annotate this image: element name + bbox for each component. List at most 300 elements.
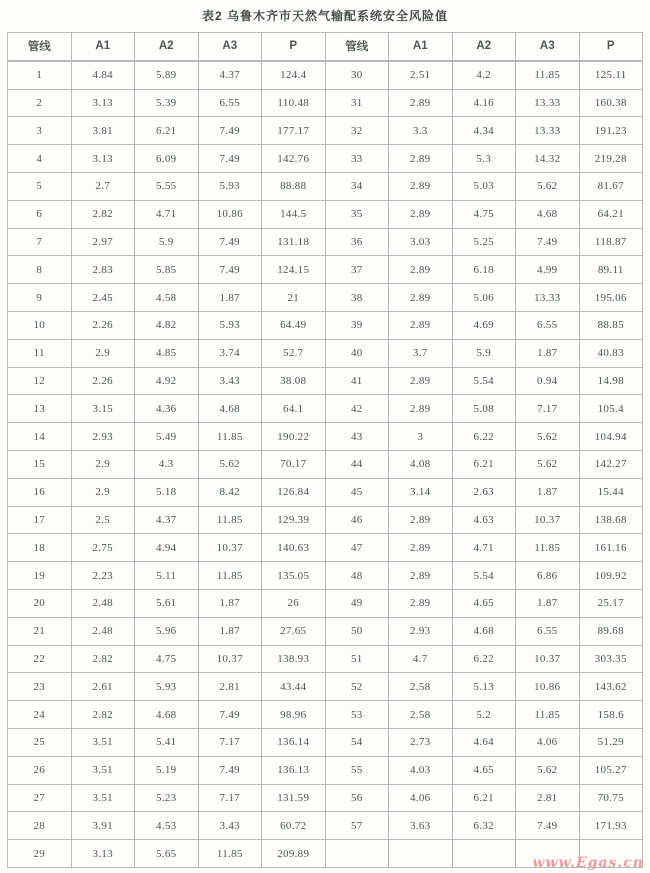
table-cell: 89.11 bbox=[579, 256, 643, 284]
table-cell: 158.6 bbox=[579, 701, 643, 729]
table-cell: 2.5 bbox=[71, 506, 135, 534]
table-cell: 5.62 bbox=[516, 756, 580, 784]
table-cell: 6.86 bbox=[516, 562, 580, 590]
risk-table bbox=[7, 32, 643, 868]
table-cell: 4.68 bbox=[452, 617, 516, 645]
table-cell: 4.82 bbox=[135, 311, 199, 339]
table-cell: 3.13 bbox=[71, 840, 135, 868]
table-cell: 125.11 bbox=[579, 61, 643, 89]
table-cell: 44 bbox=[325, 450, 389, 478]
table-row bbox=[8, 506, 643, 534]
table-cell: 7.49 bbox=[198, 756, 262, 784]
table-cell: 4.75 bbox=[452, 200, 516, 228]
table-cell: 3.15 bbox=[71, 395, 135, 423]
table-cell: 23 bbox=[8, 673, 72, 701]
table-cell: 4.53 bbox=[135, 812, 199, 840]
table-row bbox=[8, 145, 643, 173]
table-cell: 5.62 bbox=[516, 450, 580, 478]
table-cell: 47 bbox=[325, 534, 389, 562]
table-cell: 4.37 bbox=[135, 506, 199, 534]
table-cell: 138.93 bbox=[262, 645, 326, 673]
table-cell: 2.89 bbox=[389, 562, 453, 590]
table-cell: 2.9 bbox=[71, 450, 135, 478]
table-cell: 26 bbox=[262, 589, 326, 617]
table-cell: 2.45 bbox=[71, 284, 135, 312]
table-cell: 2.23 bbox=[71, 562, 135, 590]
table-cell: 7.49 bbox=[198, 228, 262, 256]
table-cell: 6.32 bbox=[452, 812, 516, 840]
column-header-7: A2 bbox=[452, 33, 516, 61]
table-cell: 57 bbox=[325, 812, 389, 840]
table-cell: 15.44 bbox=[579, 478, 643, 506]
table-cell: 17 bbox=[8, 506, 72, 534]
table-cell: 56 bbox=[325, 784, 389, 812]
table-cell: 2.93 bbox=[389, 617, 453, 645]
table-cell: 30 bbox=[325, 61, 389, 89]
table-cell: 4.63 bbox=[452, 506, 516, 534]
table-row bbox=[8, 728, 643, 756]
table-cell: 7.49 bbox=[516, 812, 580, 840]
table-cell: 2.58 bbox=[389, 673, 453, 701]
table-cell: 160.38 bbox=[579, 89, 643, 117]
table-cell: 4.2 bbox=[452, 61, 516, 89]
table-cell: 303.35 bbox=[579, 645, 643, 673]
table-cell: 2.89 bbox=[389, 89, 453, 117]
table-cell: 2.75 bbox=[71, 534, 135, 562]
table-cell: 4.85 bbox=[135, 339, 199, 367]
table-cell: 40.83 bbox=[579, 339, 643, 367]
table-cell: 2.89 bbox=[389, 311, 453, 339]
table-cell: 142.76 bbox=[262, 145, 326, 173]
table-cell: 4.71 bbox=[135, 200, 199, 228]
table-cell: 10.37 bbox=[198, 534, 262, 562]
table-cell: 2.89 bbox=[389, 256, 453, 284]
table-cell: 40 bbox=[325, 339, 389, 367]
table-cell: 105.27 bbox=[579, 756, 643, 784]
table-cell: 5.41 bbox=[135, 728, 199, 756]
table-cell: 3 bbox=[8, 117, 72, 145]
table-cell: 5.93 bbox=[198, 172, 262, 200]
table-cell bbox=[389, 840, 453, 868]
table-cell: 3.03 bbox=[389, 228, 453, 256]
table-cell: 29 bbox=[8, 840, 72, 868]
table-cell: 53 bbox=[325, 701, 389, 729]
table-cell: 43.44 bbox=[262, 673, 326, 701]
table-cell: 32 bbox=[325, 117, 389, 145]
table-cell: 64.1 bbox=[262, 395, 326, 423]
table-cell: 11.85 bbox=[198, 506, 262, 534]
table-cell: 7.17 bbox=[516, 395, 580, 423]
table-cell: 4.99 bbox=[516, 256, 580, 284]
table-cell: 4.64 bbox=[452, 728, 516, 756]
table-cell: 81.67 bbox=[579, 172, 643, 200]
table-cell: 10.37 bbox=[198, 645, 262, 673]
table-cell: 21 bbox=[8, 617, 72, 645]
table-cell: 6.18 bbox=[452, 256, 516, 284]
table-cell: 11.85 bbox=[516, 61, 580, 89]
table-cell bbox=[516, 840, 580, 868]
table-cell: 11.85 bbox=[516, 701, 580, 729]
table-cell: 110.48 bbox=[262, 89, 326, 117]
table-cell: 6.55 bbox=[198, 89, 262, 117]
table-cell: 5.65 bbox=[135, 840, 199, 868]
table-cell: 105.4 bbox=[579, 395, 643, 423]
table-cell: 52.7 bbox=[262, 339, 326, 367]
table-cell: 14.98 bbox=[579, 367, 643, 395]
table-cell: 2.89 bbox=[389, 506, 453, 534]
table-cell: 2.48 bbox=[71, 617, 135, 645]
table-cell: 10.86 bbox=[516, 673, 580, 701]
table-cell bbox=[325, 840, 389, 868]
table-cell: 4.3 bbox=[135, 450, 199, 478]
table-cell: 3.7 bbox=[389, 339, 453, 367]
table-cell: 161.16 bbox=[579, 534, 643, 562]
table-cell: 46 bbox=[325, 506, 389, 534]
column-header-1: A1 bbox=[71, 33, 135, 61]
table-cell: 2.58 bbox=[389, 701, 453, 729]
table-cell: 2.82 bbox=[71, 200, 135, 228]
table-cell: 3.14 bbox=[389, 478, 453, 506]
table-cell: 2.73 bbox=[389, 728, 453, 756]
table-cell: 126.84 bbox=[262, 478, 326, 506]
table-cell: 5.3 bbox=[452, 145, 516, 173]
table-cell: 2.89 bbox=[389, 534, 453, 562]
table-cell: 144.5 bbox=[262, 200, 326, 228]
table-cell: 50 bbox=[325, 617, 389, 645]
table-cell: 5.55 bbox=[135, 172, 199, 200]
table-cell: 138.68 bbox=[579, 506, 643, 534]
table-cell: 33 bbox=[325, 145, 389, 173]
table-cell: 36 bbox=[325, 228, 389, 256]
table-cell: 88.85 bbox=[579, 311, 643, 339]
table-cell: 4.7 bbox=[389, 645, 453, 673]
table-cell: 64.49 bbox=[262, 311, 326, 339]
table-cell: 2.89 bbox=[389, 284, 453, 312]
table-cell: 190.22 bbox=[262, 423, 326, 451]
table-cell: 4.06 bbox=[389, 784, 453, 812]
table-cell: 2.82 bbox=[71, 701, 135, 729]
table-cell: 2.81 bbox=[198, 673, 262, 701]
table-cell: 39 bbox=[325, 311, 389, 339]
table-cell: 177.17 bbox=[262, 117, 326, 145]
table-cell: 4.58 bbox=[135, 284, 199, 312]
table-cell: 5.03 bbox=[452, 172, 516, 200]
table-cell: 2.83 bbox=[71, 256, 135, 284]
table-cell: 5.85 bbox=[135, 256, 199, 284]
table-cell: 2.7 bbox=[71, 172, 135, 200]
table-cell: 1.87 bbox=[516, 478, 580, 506]
table-cell: 3.3 bbox=[389, 117, 453, 145]
table-cell: 3.43 bbox=[198, 367, 262, 395]
table-cell: 5.62 bbox=[516, 423, 580, 451]
table-cell: 6 bbox=[8, 200, 72, 228]
table-cell: 2.89 bbox=[389, 589, 453, 617]
table-cell: 3.51 bbox=[71, 784, 135, 812]
table-cell: 1.87 bbox=[198, 284, 262, 312]
table-cell: 45 bbox=[325, 478, 389, 506]
table-cell: 3.74 bbox=[198, 339, 262, 367]
table-cell: 1 bbox=[8, 61, 72, 89]
table-cell: 3.43 bbox=[198, 812, 262, 840]
table-cell: 13 bbox=[8, 395, 72, 423]
table-cell: 10.37 bbox=[516, 506, 580, 534]
table-cell: 3 bbox=[389, 423, 453, 451]
table-cell: 4.36 bbox=[135, 395, 199, 423]
table-cell: 2.9 bbox=[71, 478, 135, 506]
table-cell: 16 bbox=[8, 478, 72, 506]
table-cell: 6.21 bbox=[452, 450, 516, 478]
table-cell: 25.17 bbox=[579, 589, 643, 617]
table-cell: 2.63 bbox=[452, 478, 516, 506]
column-header-6: A1 bbox=[389, 33, 453, 61]
table-cell: 13.33 bbox=[516, 117, 580, 145]
watermark: www.Egas.cn bbox=[532, 855, 644, 871]
table-cell: 10 bbox=[8, 311, 72, 339]
column-header-2: A2 bbox=[135, 33, 199, 61]
table-cell: 4.65 bbox=[452, 589, 516, 617]
table-cell: 52 bbox=[325, 673, 389, 701]
table-cell: 51 bbox=[325, 645, 389, 673]
table-cell bbox=[452, 840, 516, 868]
table-cell: 8 bbox=[8, 256, 72, 284]
table-cell: 6.09 bbox=[135, 145, 199, 173]
table-cell: 55 bbox=[325, 756, 389, 784]
table-cell: 14 bbox=[8, 423, 72, 451]
table-cell: 27 bbox=[8, 784, 72, 812]
column-header-0: 管线 bbox=[8, 33, 72, 61]
table-cell: 38.08 bbox=[262, 367, 326, 395]
table-cell: 8.42 bbox=[198, 478, 262, 506]
table-row bbox=[8, 784, 643, 812]
table-cell: 136.14 bbox=[262, 728, 326, 756]
table-cell bbox=[579, 840, 643, 868]
table-row bbox=[8, 478, 643, 506]
table-cell: 2.89 bbox=[389, 172, 453, 200]
table-cell: 2.89 bbox=[389, 200, 453, 228]
table-cell: 54 bbox=[325, 728, 389, 756]
table-cell: 64.21 bbox=[579, 200, 643, 228]
table-cell: 1.87 bbox=[516, 339, 580, 367]
table-row bbox=[8, 172, 643, 200]
table-cell: 5.54 bbox=[452, 367, 516, 395]
table-cell: 3.81 bbox=[71, 117, 135, 145]
table-cell: 11.85 bbox=[516, 534, 580, 562]
table-cell: 124.15 bbox=[262, 256, 326, 284]
table-cell: 209.89 bbox=[262, 840, 326, 868]
table-cell: 7.49 bbox=[198, 701, 262, 729]
table-cell: 27.65 bbox=[262, 617, 326, 645]
table-row bbox=[8, 395, 643, 423]
table-row bbox=[8, 228, 643, 256]
table-cell: 6.21 bbox=[452, 784, 516, 812]
table-cell: 5.62 bbox=[198, 450, 262, 478]
table-cell: 4.68 bbox=[198, 395, 262, 423]
table-row bbox=[8, 645, 643, 673]
table-row bbox=[8, 61, 643, 89]
table-cell: 3.51 bbox=[71, 728, 135, 756]
table-cell: 124.4 bbox=[262, 61, 326, 89]
table-cell: 5.93 bbox=[198, 311, 262, 339]
table-row bbox=[8, 756, 643, 784]
table-cell: 2.26 bbox=[71, 367, 135, 395]
table-cell: 1.87 bbox=[198, 617, 262, 645]
table-cell: 4.71 bbox=[452, 534, 516, 562]
column-header-3: A3 bbox=[198, 33, 262, 61]
table-row bbox=[8, 200, 643, 228]
table-cell: 4.68 bbox=[516, 200, 580, 228]
column-header-4: P bbox=[262, 33, 326, 61]
table-cell: 3.63 bbox=[389, 812, 453, 840]
table-cell: 4.37 bbox=[198, 61, 262, 89]
table-cell: 6.55 bbox=[516, 617, 580, 645]
table-cell: 25 bbox=[8, 728, 72, 756]
table-cell: 7 bbox=[8, 228, 72, 256]
table-cell: 26 bbox=[8, 756, 72, 784]
table-cell: 5.06 bbox=[452, 284, 516, 312]
table-cell: 20 bbox=[8, 589, 72, 617]
table-cell: 3.13 bbox=[71, 89, 135, 117]
table-cell: 11.85 bbox=[198, 423, 262, 451]
table-cell: 4.92 bbox=[135, 367, 199, 395]
table-row bbox=[8, 562, 643, 590]
table-cell: 24 bbox=[8, 701, 72, 729]
table-cell: 5.39 bbox=[135, 89, 199, 117]
table-cell: 6.55 bbox=[516, 311, 580, 339]
table-cell: 2.61 bbox=[71, 673, 135, 701]
table-cell: 3.13 bbox=[71, 145, 135, 173]
table-cell: 88.88 bbox=[262, 172, 326, 200]
table-cell: 2.89 bbox=[389, 395, 453, 423]
table-cell: 5.61 bbox=[135, 589, 199, 617]
table-row bbox=[8, 367, 643, 395]
table-row bbox=[8, 840, 643, 868]
table-cell: 5.19 bbox=[135, 756, 199, 784]
table-cell: 48 bbox=[325, 562, 389, 590]
table-cell: 2.51 bbox=[389, 61, 453, 89]
table-cell: 13.33 bbox=[516, 284, 580, 312]
table-cell: 2.82 bbox=[71, 645, 135, 673]
table-cell: 6.21 bbox=[135, 117, 199, 145]
table-cell: 5.2 bbox=[452, 701, 516, 729]
table-cell: 2.81 bbox=[516, 784, 580, 812]
table-cell: 109.92 bbox=[579, 562, 643, 590]
table-cell: 3.91 bbox=[71, 812, 135, 840]
table-cell: 19 bbox=[8, 562, 72, 590]
table-cell: 22 bbox=[8, 645, 72, 673]
table-cell: 4.34 bbox=[452, 117, 516, 145]
table-cell: 70.17 bbox=[262, 450, 326, 478]
table-cell: 4.16 bbox=[452, 89, 516, 117]
table-cell: 118.87 bbox=[579, 228, 643, 256]
table-cell: 37 bbox=[325, 256, 389, 284]
header-row bbox=[8, 33, 643, 61]
table-cell: 142.27 bbox=[579, 450, 643, 478]
table-row bbox=[8, 617, 643, 645]
column-header-5: 管线 bbox=[325, 33, 389, 61]
table-cell: 4.65 bbox=[452, 756, 516, 784]
table-cell: 2.89 bbox=[389, 367, 453, 395]
table-row bbox=[8, 284, 643, 312]
table-cell: 35 bbox=[325, 200, 389, 228]
table-cell: 5.25 bbox=[452, 228, 516, 256]
table-cell: 191.23 bbox=[579, 117, 643, 145]
table-cell: 51.29 bbox=[579, 728, 643, 756]
table-cell: 49 bbox=[325, 589, 389, 617]
table-cell: 15 bbox=[8, 450, 72, 478]
table-cell: 4.69 bbox=[452, 311, 516, 339]
table-cell: 5.23 bbox=[135, 784, 199, 812]
table-row bbox=[8, 812, 643, 840]
table-cell: 1.87 bbox=[516, 589, 580, 617]
table-cell: 4.08 bbox=[389, 450, 453, 478]
table-cell: 4.84 bbox=[71, 61, 135, 89]
table-cell: 7.49 bbox=[198, 117, 262, 145]
table-cell: 5.9 bbox=[135, 228, 199, 256]
table-cell: 42 bbox=[325, 395, 389, 423]
table-cell: 195.06 bbox=[579, 284, 643, 312]
table-cell: 2.97 bbox=[71, 228, 135, 256]
table-cell: 13.33 bbox=[516, 89, 580, 117]
table-cell: 5 bbox=[8, 172, 72, 200]
table-cell: 7.49 bbox=[198, 256, 262, 284]
table-cell: 5.96 bbox=[135, 617, 199, 645]
table-cell: 3.51 bbox=[71, 756, 135, 784]
table-row bbox=[8, 311, 643, 339]
table-cell: 18 bbox=[8, 534, 72, 562]
column-header-8: A3 bbox=[516, 33, 580, 61]
table-row bbox=[8, 589, 643, 617]
table-cell: 70.75 bbox=[579, 784, 643, 812]
table-cell: 131.18 bbox=[262, 228, 326, 256]
table-cell: 38 bbox=[325, 284, 389, 312]
table-row bbox=[8, 117, 643, 145]
table-cell: 14.32 bbox=[516, 145, 580, 173]
table-cell: 11.85 bbox=[198, 840, 262, 868]
column-header-9: P bbox=[579, 33, 643, 61]
table-cell: 2.9 bbox=[71, 339, 135, 367]
table-row bbox=[8, 256, 643, 284]
table-cell: 11 bbox=[8, 339, 72, 367]
table-cell: 4.68 bbox=[135, 701, 199, 729]
table-cell: 2.89 bbox=[389, 145, 453, 173]
risk-table-header bbox=[8, 33, 643, 61]
table-cell: 10.37 bbox=[516, 645, 580, 673]
table-cell: 9 bbox=[8, 284, 72, 312]
table-row bbox=[8, 701, 643, 729]
table-cell: 2.93 bbox=[71, 423, 135, 451]
table-caption: 表2 乌鲁木齐市天然气输配系统安全风险值 bbox=[201, 9, 448, 23]
table-cell: 5.93 bbox=[135, 673, 199, 701]
table-cell: 1.87 bbox=[198, 589, 262, 617]
table-cell: 12 bbox=[8, 367, 72, 395]
table-row bbox=[8, 534, 643, 562]
table-cell: 0.94 bbox=[516, 367, 580, 395]
table-cell: 34 bbox=[325, 172, 389, 200]
table-cell: 5.62 bbox=[516, 172, 580, 200]
table-cell: 5.18 bbox=[135, 478, 199, 506]
table-cell: 7.17 bbox=[198, 728, 262, 756]
table-cell: 4.03 bbox=[389, 756, 453, 784]
table-cell: 21 bbox=[262, 284, 326, 312]
table-cell: 89.68 bbox=[579, 617, 643, 645]
table-cell: 5.49 bbox=[135, 423, 199, 451]
table-cell: 28 bbox=[8, 812, 72, 840]
table-cell: 129.39 bbox=[262, 506, 326, 534]
table-row bbox=[8, 673, 643, 701]
table-cell: 104.94 bbox=[579, 423, 643, 451]
risk-table-body bbox=[8, 61, 643, 868]
table-cell: 7.49 bbox=[198, 145, 262, 173]
